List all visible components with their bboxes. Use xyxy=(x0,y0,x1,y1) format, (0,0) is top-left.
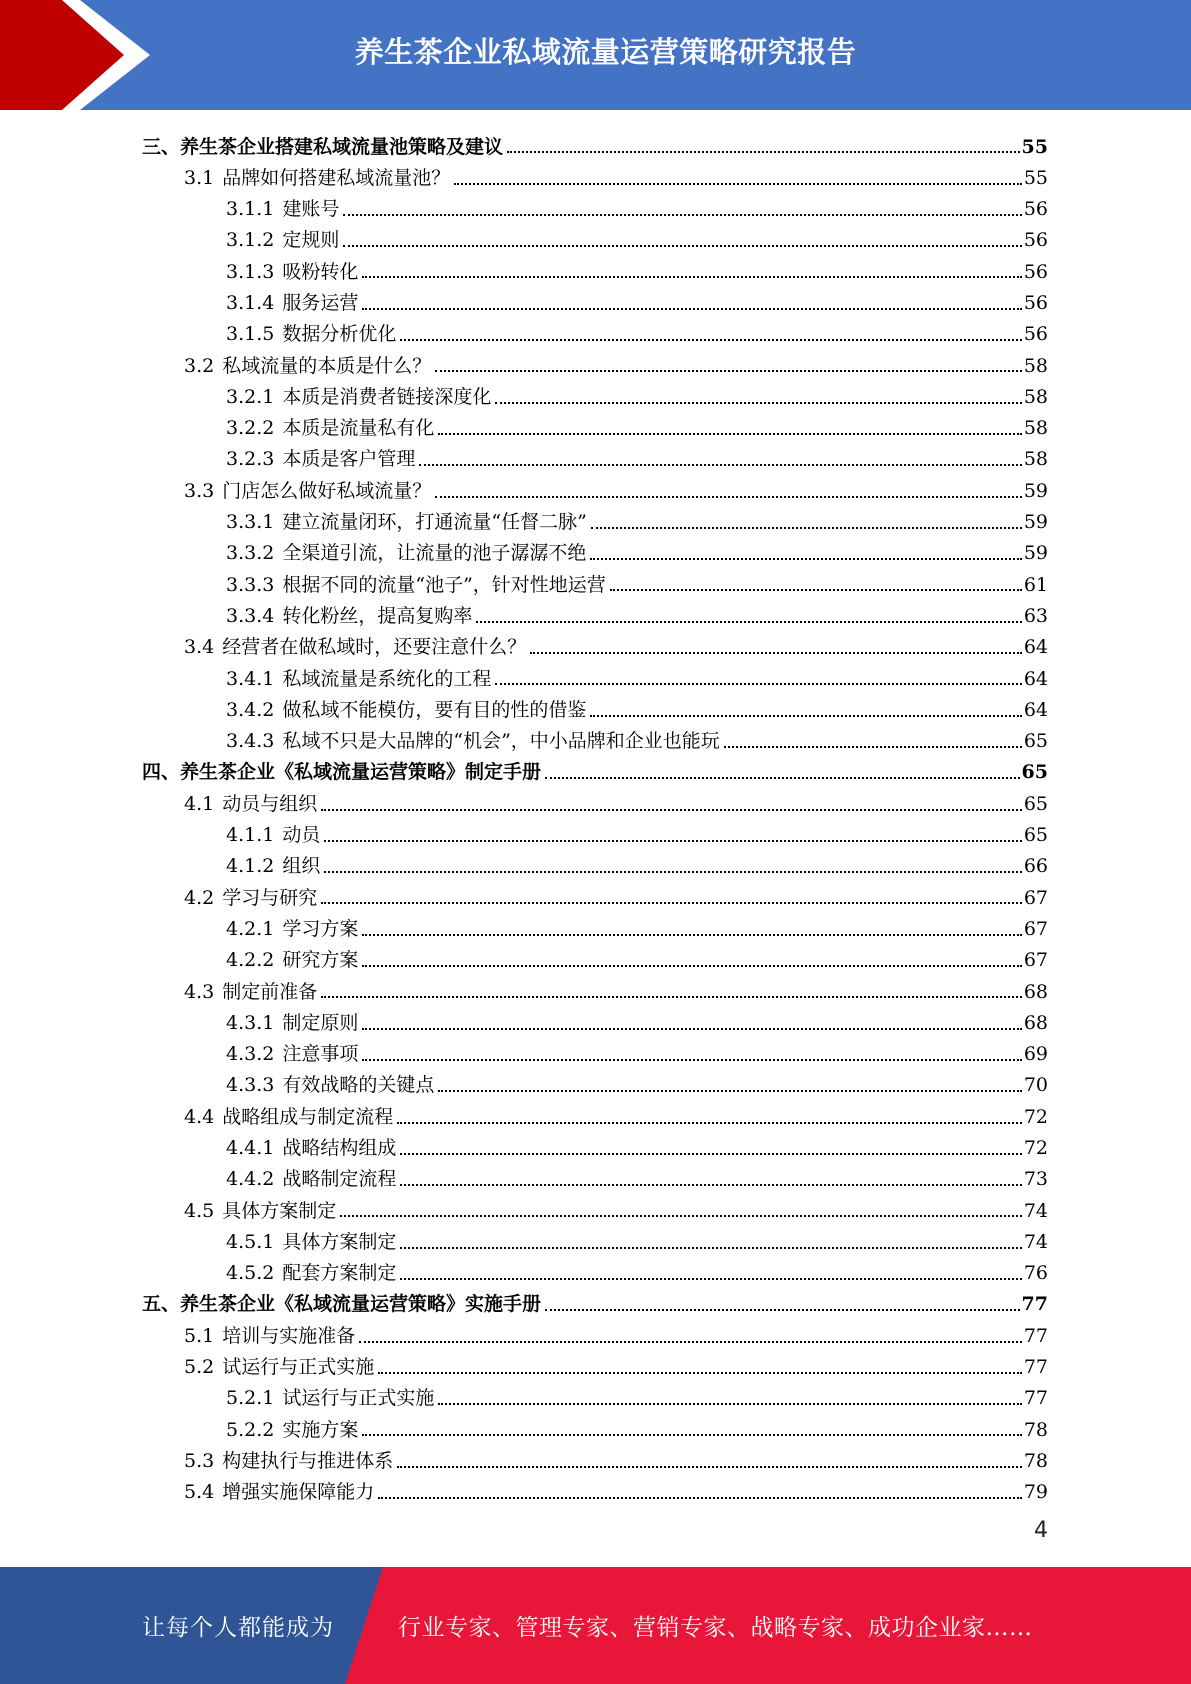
toc-dot-leader xyxy=(495,683,1021,685)
toc-entry-title: 有效战略的关键点 xyxy=(282,1074,435,1097)
toc-entry[interactable] xyxy=(142,1441,1048,1472)
toc-entry[interactable] xyxy=(142,377,1048,408)
toc-entry-page: 55 xyxy=(1021,135,1048,158)
toc-entry-page: 56 xyxy=(1023,229,1048,252)
toc-dot-leader xyxy=(397,1466,1022,1468)
toc-entry-page: 64 xyxy=(1023,636,1048,659)
toc-dot-leader xyxy=(454,183,1022,185)
toc-entry-title: 构建执行与推进体系 xyxy=(222,1449,394,1472)
toc-entry[interactable] xyxy=(142,1035,1048,1066)
toc-entry-number: 3.4 xyxy=(184,636,215,659)
toc-entry-number: 4.3.2 xyxy=(226,1043,275,1066)
toc-entry[interactable] xyxy=(142,941,1048,972)
toc-entry-page: 67 xyxy=(1023,886,1048,909)
toc-entry-title: 动员 xyxy=(282,824,321,847)
toc-entry[interactable] xyxy=(142,690,1048,721)
toc-entry[interactable] xyxy=(142,847,1048,878)
toc-entry-title: 学习与研究 xyxy=(222,886,318,909)
toc-entry[interactable] xyxy=(142,909,1048,940)
toc-entry-number: 3.3.1 xyxy=(226,511,275,534)
footer-slogan-right: 行业专家、管理专家、营销专家、战略专家、成功企业家…… xyxy=(398,1615,1033,1641)
toc-entry-title: 增强实施保障能力 xyxy=(222,1481,375,1504)
toc-entry-page: 67 xyxy=(1023,917,1048,940)
toc-entry[interactable] xyxy=(142,1129,1048,1160)
toc-entry-page: 59 xyxy=(1023,479,1048,502)
toc-entry-page: 55 xyxy=(1023,166,1048,189)
toc-entry-title: 服务运营 xyxy=(282,291,359,314)
toc-entry-number: 3.4.2 xyxy=(226,698,275,721)
page-header xyxy=(0,0,1191,110)
toc-entry-title: 注意事项 xyxy=(282,1043,359,1066)
toc-dot-leader xyxy=(321,996,1022,998)
toc-dot-leader xyxy=(435,496,1022,498)
toc-entry[interactable] xyxy=(142,1473,1048,1504)
toc-entry-page: 65 xyxy=(1021,761,1048,784)
toc-dot-leader xyxy=(362,276,1021,278)
toc-dot-leader xyxy=(400,339,1021,341)
toc-entry-number: 5.2 xyxy=(184,1356,215,1379)
toc-entry[interactable] xyxy=(142,346,1048,377)
toc-entry-page: 78 xyxy=(1023,1449,1048,1472)
toc-entry-title: 战略制定流程 xyxy=(282,1168,397,1191)
toc-entry-number: 3.2.3 xyxy=(226,448,275,471)
toc-dot-leader xyxy=(343,245,1021,247)
toc-dot-leader xyxy=(610,589,1022,591)
toc-entry-number: 4.5 xyxy=(184,1199,215,1222)
toc-entry-page: 74 xyxy=(1023,1230,1048,1253)
toc-entry-page: 61 xyxy=(1023,573,1048,596)
toc-entry-page: 76 xyxy=(1023,1262,1048,1285)
toc-entry-page: 77 xyxy=(1023,1356,1048,1379)
toc-entry-page: 72 xyxy=(1023,1137,1048,1159)
toc-entry-number: 3.3 xyxy=(184,479,215,502)
toc-entry-page: 70 xyxy=(1023,1074,1048,1097)
toc-entry[interactable] xyxy=(142,1160,1048,1191)
toc-entry-number: 3.1.3 xyxy=(226,260,275,283)
toc-entry-number: 4.2.2 xyxy=(226,949,275,972)
page-footer xyxy=(0,1567,1191,1684)
toc-dot-leader xyxy=(378,1372,1022,1374)
table-of-contents xyxy=(142,127,1048,1504)
toc-entry-title: 吸粉转化 xyxy=(282,260,359,283)
toc-entry-title: 经营者在做私域时，还要注意什么？ xyxy=(222,636,527,659)
toc-entry-number: 4.1 xyxy=(184,792,215,815)
toc-entry-page: 65 xyxy=(1023,792,1048,815)
toc-entry[interactable] xyxy=(142,534,1048,565)
toc-entry-title: 研究方案 xyxy=(282,949,359,972)
toc-entry-page: 58 xyxy=(1023,354,1048,377)
toc-entry[interactable] xyxy=(142,283,1048,314)
toc-dot-leader xyxy=(438,1090,1021,1092)
toc-entry[interactable] xyxy=(142,659,1048,690)
toc-dot-leader xyxy=(495,402,1021,404)
toc-dot-leader xyxy=(397,1122,1022,1124)
toc-entry[interactable] xyxy=(142,628,1048,659)
toc-entry-number: 3.1 xyxy=(184,166,215,189)
report-title: 养生茶企业私域流量运营策略研究报告 xyxy=(354,34,857,69)
toc-dot-leader xyxy=(507,151,1020,153)
toc-dot-leader xyxy=(400,1278,1021,1280)
toc-entry-title: 学习方案 xyxy=(282,917,359,940)
toc-entry-number: 3.2.2 xyxy=(226,417,275,440)
toc-entry[interactable] xyxy=(142,1097,1048,1128)
toc-entry-page: 59 xyxy=(1023,542,1048,565)
toc-entry-page: 78 xyxy=(1023,1418,1048,1441)
toc-entry-number: 3.4.3 xyxy=(226,730,275,753)
toc-entry-title: 私域流量的本质是什么？ xyxy=(222,354,432,377)
toc-entry-number: 3.3.2 xyxy=(226,542,275,565)
toc-entry-number: 4.4.2 xyxy=(226,1168,275,1191)
toc-entry[interactable] xyxy=(142,1222,1048,1253)
toc-dot-leader xyxy=(590,558,1021,560)
toc-entry-page: 56 xyxy=(1023,291,1048,314)
toc-entry[interactable] xyxy=(142,972,1048,1003)
toc-dot-leader xyxy=(343,214,1021,216)
toc-entry-number: 4.3.3 xyxy=(226,1074,275,1097)
toc-entry-page: 64 xyxy=(1023,667,1048,690)
toc-entry-title: 试运行与正式实施 xyxy=(282,1387,435,1410)
toc-entry[interactable] xyxy=(142,252,1048,283)
toc-dot-leader xyxy=(324,871,1021,873)
toc-entry-title: 制定原则 xyxy=(282,1011,359,1034)
toc-entry-title: 本质是客户管理 xyxy=(282,448,416,471)
toc-dot-leader xyxy=(476,621,1021,623)
toc-dot-leader xyxy=(400,1184,1021,1186)
toc-entry[interactable] xyxy=(142,1191,1048,1222)
toc-dot-leader xyxy=(362,1028,1021,1030)
toc-entry-title: 做私域不能模仿，要有目的性的借鉴 xyxy=(282,698,587,721)
toc-entry-number: 5.1 xyxy=(184,1324,215,1347)
toc-entry-title: 试运行与正式实施 xyxy=(222,1356,375,1379)
toc-entry-title: 组织 xyxy=(282,855,321,878)
toc-entry-page: 56 xyxy=(1023,323,1048,346)
toc-entry[interactable] xyxy=(142,440,1048,471)
toc-entry-title: 三、养生茶企业搭建私域流量池策略及建议 xyxy=(142,135,504,158)
toc-dot-leader xyxy=(321,809,1022,811)
toc-entry-page: 63 xyxy=(1023,604,1048,627)
toc-entry[interactable] xyxy=(142,753,1048,784)
toc-entry-number: 3.3.4 xyxy=(226,604,275,627)
toc-entry[interactable] xyxy=(142,1316,1048,1347)
toc-entry-title: 本质是流量私有化 xyxy=(282,417,435,440)
toc-dot-leader xyxy=(362,1434,1021,1436)
toc-entry-page: 65 xyxy=(1023,824,1048,847)
toc-entry-title: 培训与实施准备 xyxy=(222,1324,356,1347)
toc-entry-page: 58 xyxy=(1023,417,1048,440)
toc-entry-number: 3.2.1 xyxy=(226,385,275,408)
toc-entry-number: 4.1.1 xyxy=(226,824,275,847)
footer-slogan-left: 让每个人都能成为 xyxy=(142,1615,334,1641)
toc-entry-page: 68 xyxy=(1023,980,1048,1003)
toc-entry-number: 5.2.1 xyxy=(226,1387,275,1410)
toc-dot-leader xyxy=(324,840,1021,842)
toc-entry[interactable] xyxy=(142,1254,1048,1285)
toc-entry[interactable] xyxy=(142,1410,1048,1441)
toc-entry-number: 4.4 xyxy=(184,1105,215,1128)
toc-entry-page: 68 xyxy=(1023,1011,1048,1034)
toc-entry[interactable] xyxy=(142,315,1048,346)
toc-entry-title: 全渠道引流，让流量的池子潺潺不绝 xyxy=(282,542,587,565)
toc-dot-leader xyxy=(362,1059,1021,1061)
toc-dot-leader xyxy=(378,1497,1022,1499)
toc-entry[interactable] xyxy=(142,471,1048,502)
toc-entry-number: 4.2 xyxy=(184,886,215,909)
toc-entry[interactable] xyxy=(142,722,1048,753)
toc-entry-page: 64 xyxy=(1023,698,1048,721)
toc-entry-page: 59 xyxy=(1023,511,1048,534)
toc-entry-page: 65 xyxy=(1023,730,1048,753)
toc-entry[interactable] xyxy=(142,1348,1048,1379)
toc-entry-page: 69 xyxy=(1023,1043,1048,1066)
toc-entry-title: 门店怎么做好私域流量？ xyxy=(222,479,432,502)
toc-dot-leader xyxy=(321,902,1022,904)
toc-entry-title: 数据分析优化 xyxy=(282,323,397,346)
toc-entry-title: 品牌如何搭建私域流量池？ xyxy=(222,166,451,189)
toc-entry-title: 转化粉丝，提高复购率 xyxy=(282,604,473,627)
toc-dot-leader xyxy=(435,370,1022,372)
toc-dot-leader xyxy=(359,1341,1022,1343)
toc-entry[interactable] xyxy=(142,1285,1048,1316)
toc-entry-number: 5.4 xyxy=(184,1481,215,1504)
toc-entry-title: 动员与组织 xyxy=(222,792,318,815)
toc-entry-number: 3.4.1 xyxy=(226,667,275,690)
toc-entry-title: 配套方案制定 xyxy=(282,1262,397,1285)
toc-entry-page: 58 xyxy=(1023,385,1048,408)
toc-entry[interactable] xyxy=(142,190,1048,221)
toc-entry-title: 本质是消费者链接深度化 xyxy=(282,385,492,408)
toc-entry-number: 3.1.4 xyxy=(226,291,275,314)
toc-entry-title: 四、养生茶企业《私域流量运营策略》制定手册 xyxy=(142,761,542,784)
toc-entry-number: 5.3 xyxy=(184,1449,215,1472)
toc-entry-number: 4.2.1 xyxy=(226,917,275,940)
toc-dot-leader xyxy=(590,715,1021,717)
toc-entry[interactable] xyxy=(142,409,1048,440)
toc-dot-leader xyxy=(591,527,1022,529)
toc-entry-title: 定规则 xyxy=(282,229,340,252)
toc-entry-page: 56 xyxy=(1023,260,1048,283)
toc-entry-number: 4.3.1 xyxy=(226,1011,275,1034)
toc-entry-number: 4.5.1 xyxy=(226,1230,275,1253)
toc-entry[interactable] xyxy=(142,1003,1048,1034)
toc-entry-page: 73 xyxy=(1023,1168,1048,1191)
toc-entry-title: 实施方案 xyxy=(282,1418,359,1441)
toc-dot-leader xyxy=(362,965,1021,967)
toc-entry[interactable] xyxy=(142,158,1048,189)
toc-entry-number: 3.2 xyxy=(184,354,215,377)
toc-dot-leader xyxy=(545,1309,1020,1311)
toc-entry[interactable] xyxy=(142,503,1048,534)
toc-entry-page: 58 xyxy=(1023,448,1048,471)
toc-dot-leader xyxy=(438,433,1021,435)
toc-entry[interactable] xyxy=(142,1066,1048,1097)
toc-entry-title: 私域流量是系统化的工程 xyxy=(282,667,492,690)
toc-dot-leader xyxy=(400,1153,1021,1155)
toc-entry-number: 4.1.2 xyxy=(226,855,275,878)
toc-entry-page: 74 xyxy=(1023,1199,1048,1222)
toc-entry-title: 具体方案制定 xyxy=(282,1230,397,1253)
toc-entry[interactable] xyxy=(142,596,1048,627)
toc-entry-page: 56 xyxy=(1023,198,1048,221)
toc-dot-leader xyxy=(438,1403,1021,1405)
toc-dot-leader xyxy=(340,1215,1022,1217)
toc-entry-page: 79 xyxy=(1023,1481,1048,1504)
toc-entry[interactable] xyxy=(142,565,1048,596)
toc-entry-number: 3.3.3 xyxy=(226,573,275,596)
toc-dot-leader xyxy=(530,652,1022,654)
toc-dot-leader xyxy=(419,464,1021,466)
page-number: 4 xyxy=(1034,1518,1048,1543)
toc-entry-title: 建账号 xyxy=(282,198,340,221)
toc-entry-number: 4.4.1 xyxy=(226,1137,275,1159)
toc-dot-leader xyxy=(545,777,1020,779)
toc-entry-title: 战略结构组成 xyxy=(282,1137,397,1159)
toc-entry-title: 具体方案制定 xyxy=(222,1199,337,1222)
toc-entry-number: 3.1.5 xyxy=(226,323,275,346)
toc-dot-leader xyxy=(362,934,1021,936)
toc-entry-page: 67 xyxy=(1023,949,1048,972)
toc-entry-title: 根据不同的流量“池子”，针对性地运营 xyxy=(282,573,606,596)
toc-entry[interactable] xyxy=(142,1379,1048,1410)
toc-entry[interactable] xyxy=(142,784,1048,815)
toc-entry-number: 4.3 xyxy=(184,980,215,1003)
toc-entry-title: 私域不只是大品牌的“机会”，中小品牌和企业也能玩 xyxy=(282,730,720,753)
toc-entry[interactable] xyxy=(142,878,1048,909)
toc-entry-page: 77 xyxy=(1021,1293,1048,1316)
toc-entry[interactable] xyxy=(142,816,1048,847)
toc-entry-page: 77 xyxy=(1023,1387,1048,1410)
toc-entry-page: 77 xyxy=(1023,1324,1048,1347)
toc-entry-title: 制定前准备 xyxy=(222,980,318,1003)
toc-entry[interactable] xyxy=(142,127,1048,158)
toc-entry-page: 72 xyxy=(1023,1105,1048,1128)
toc-entry-title: 建立流量闭环，打通流量“任督二脉” xyxy=(282,511,587,534)
toc-entry-page: 66 xyxy=(1023,855,1048,878)
toc-entry-number: 3.1.1 xyxy=(226,198,275,221)
toc-entry[interactable] xyxy=(142,221,1048,252)
toc-dot-leader xyxy=(724,746,1022,748)
toc-entry-number: 5.2.2 xyxy=(226,1418,275,1441)
toc-dot-leader xyxy=(362,308,1021,310)
toc-dot-leader xyxy=(400,1247,1021,1249)
toc-entry-title: 战略组成与制定流程 xyxy=(222,1105,394,1128)
toc-entry-title: 五、养生茶企业《私域流量运营策略》实施手册 xyxy=(142,1293,542,1316)
toc-entry-number: 4.5.2 xyxy=(226,1262,275,1285)
toc-entry-number: 3.1.2 xyxy=(226,229,275,252)
